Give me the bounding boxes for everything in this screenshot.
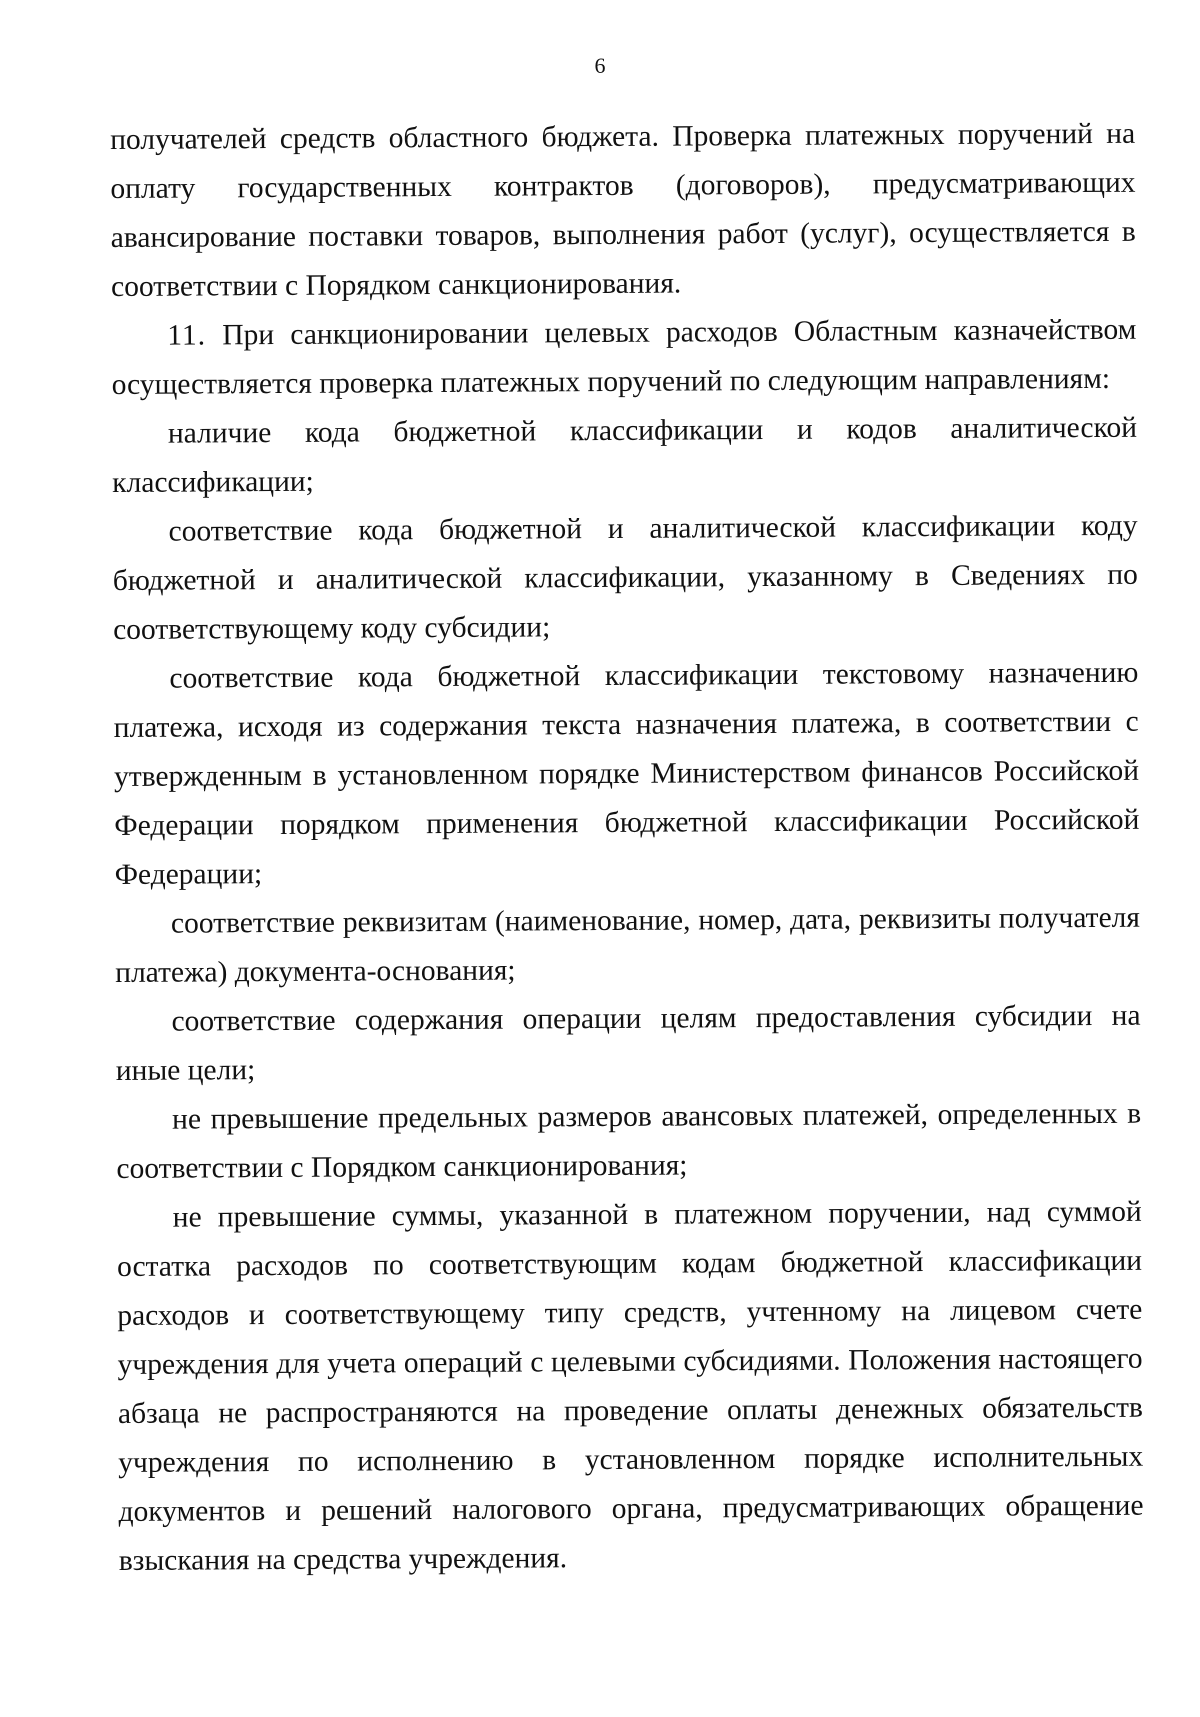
clause-text: При санкционировании целевых расходов Областным казначейством осуществляется проверка платежных поручений по следующим направлениям: <box>111 313 1137 401</box>
check-item-balance-limit: не превышение суммы, указанной в платежном поручении, над суммой остатка расходов по соответствующим кодам бюджетной классификации расходов и соответствующему типу средств, учтенному на лицевом счете учреждения для учета операций с целевыми субсидиями. Положения настоящего абзаца не распространяются на проведение оплаты денежных обязательств учреждения по исполнению в установленном порядке исполнительных документов и решений налогового органа, предусматривающих обращение взыскания на средства учреждения. <box>116 1195 1144 1577</box>
check-item-basis-document: соответствие реквизитам (наименование, номер, дата, реквизиты получателя платежа) документа-основания; <box>115 901 1141 989</box>
page-number: 6 <box>594 53 606 78</box>
clause-number: 11. <box>167 319 207 352</box>
check-item-code-presence: наличие кода бюджетной классификации и кодов аналитической классификации; <box>112 411 1138 499</box>
check-item-code-match: соответствие кода бюджетной и аналитической классификации коду бюджетной и аналитической классификации, указанному в Сведениях по соответствующему коду субсидии; <box>112 509 1138 646</box>
check-item-advance-limit: не превышение предельных размеров авансовых платежей, определенных в соответствии с Порядком санкционирования; <box>116 1097 1142 1185</box>
check-item-subsidy-purpose: соответствие содержания операции целям предоставления субсидии на иные цели; <box>115 999 1141 1087</box>
continuation-paragraph: получателей средств областного бюджета. Проверка платежных поручений на оплату государственных контрактов (договоров), предусматривающих авансирование поставки товаров, выполнения работ (услуг), осуществляется в соответствии с Порядком санкционирования. <box>110 117 1136 303</box>
clause-11-paragraph <box>111 306 1137 410</box>
check-item-payment-purpose: соответствие кода бюджетной классификации текстовому назначению платежа, исходя из содержания текста назначения платежа, в соответствии с утвержденным в установленном порядке Министерством финансов Российской Федерации порядком применения бюджетной классификации Российской Федерации; <box>113 656 1140 891</box>
document-body <box>110 110 1144 1586</box>
